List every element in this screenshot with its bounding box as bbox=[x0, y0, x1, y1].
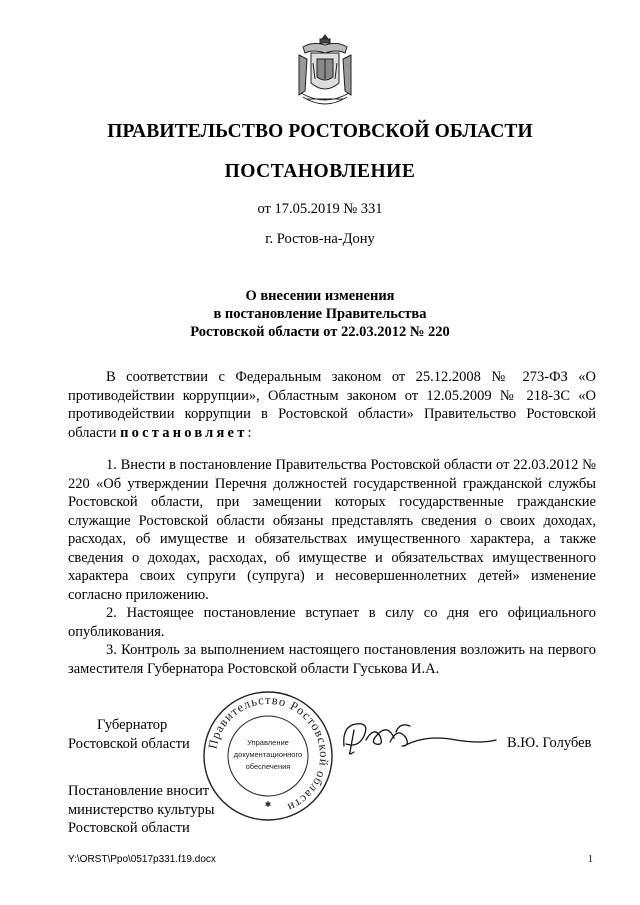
subject-line-1: О внесении изменения bbox=[245, 288, 395, 304]
decree-word: постановляет bbox=[120, 424, 248, 441]
submitter-note bbox=[68, 782, 214, 838]
submitter-line-1: Постановление вносит bbox=[68, 783, 210, 799]
organization-title: ПРАВИТЕЛЬСТВО РОСТОВСКОЙ ОБЛАСТИ bbox=[107, 121, 533, 142]
preamble-text: В соответствии с Федеральным законом от 25.12.2008 № 273-ФЗ «О противодействии коррупции», Областным законом от 12.05.2009 № 218-ЗС «О противодействии коррупции в Ростовской области» Правительство Ростовской области bbox=[68, 369, 596, 441]
official-stamp bbox=[201, 689, 335, 823]
submitter-line-3: Ростовской области bbox=[68, 820, 190, 836]
decree-item-2: 2. Настоящее постановление вступает в силу со дня его официального опубликования. bbox=[68, 605, 596, 640]
document-type: ПОСТАНОВЛЕНИЕ bbox=[224, 161, 416, 182]
submitter-line-2: министерство культуры bbox=[68, 801, 215, 818]
signer-name: В.Ю. Голубев bbox=[507, 735, 592, 751]
coat-of-arms-icon bbox=[293, 33, 357, 109]
handwritten-signature bbox=[336, 716, 501, 760]
subject-line-3: Ростовской области от 22.03.2012 № 220 bbox=[190, 324, 450, 340]
svg-text:✱: ✱ bbox=[264, 800, 272, 809]
signatory-title-line-1: Губернатор bbox=[97, 717, 168, 733]
subject-line-2: в постановление Правительства bbox=[213, 306, 427, 322]
date-and-number: от 17.05.2019 № 331 bbox=[257, 201, 383, 217]
stamp-inner-line-1: Управление bbox=[247, 738, 289, 747]
stamp-inner-line-3: обеспечения bbox=[245, 762, 291, 771]
signatory-title bbox=[68, 716, 190, 753]
decree-item-3: 3. Контроль за выполнением настоящего постановления возложить на первого заместителя Губернатора Ростовской области Гуськова И.А. bbox=[68, 642, 596, 677]
city: г. Ростов-на-Дону bbox=[265, 231, 375, 247]
preamble-paragraph bbox=[68, 368, 596, 442]
document-subject bbox=[0, 287, 640, 341]
signatory-title-line-2: Ростовской области bbox=[68, 735, 190, 752]
footer-file-path: Y:\ORST\Ppo\0517p331.f19.docx bbox=[68, 854, 216, 865]
decree-item-1: 1. Внести в постановление Правительства Ростовской области от 22.03.2012 № 220 «Об утверждении Перечня должностей государственной гражданской службы Ростовской области, при замещении которых государственные гражданские служащие Ростовской области обязаны представлять сведения о своих доходах, расходах, об имуществе и обязательствах имущественного характера, а также сведения о доходах, расходах, об имуществе и обязательствах имущественного характера своих супруги (супруга) и несовершеннолетних детей» изменение согласно приложению. bbox=[68, 457, 596, 603]
stamp-inner-line-2: документационного bbox=[233, 750, 303, 759]
page-number: 1 bbox=[588, 854, 593, 865]
preamble-end: : bbox=[247, 424, 252, 441]
decree-items bbox=[68, 456, 596, 678]
stamp-ring-text: Правительство Ростовской области bbox=[205, 692, 332, 815]
